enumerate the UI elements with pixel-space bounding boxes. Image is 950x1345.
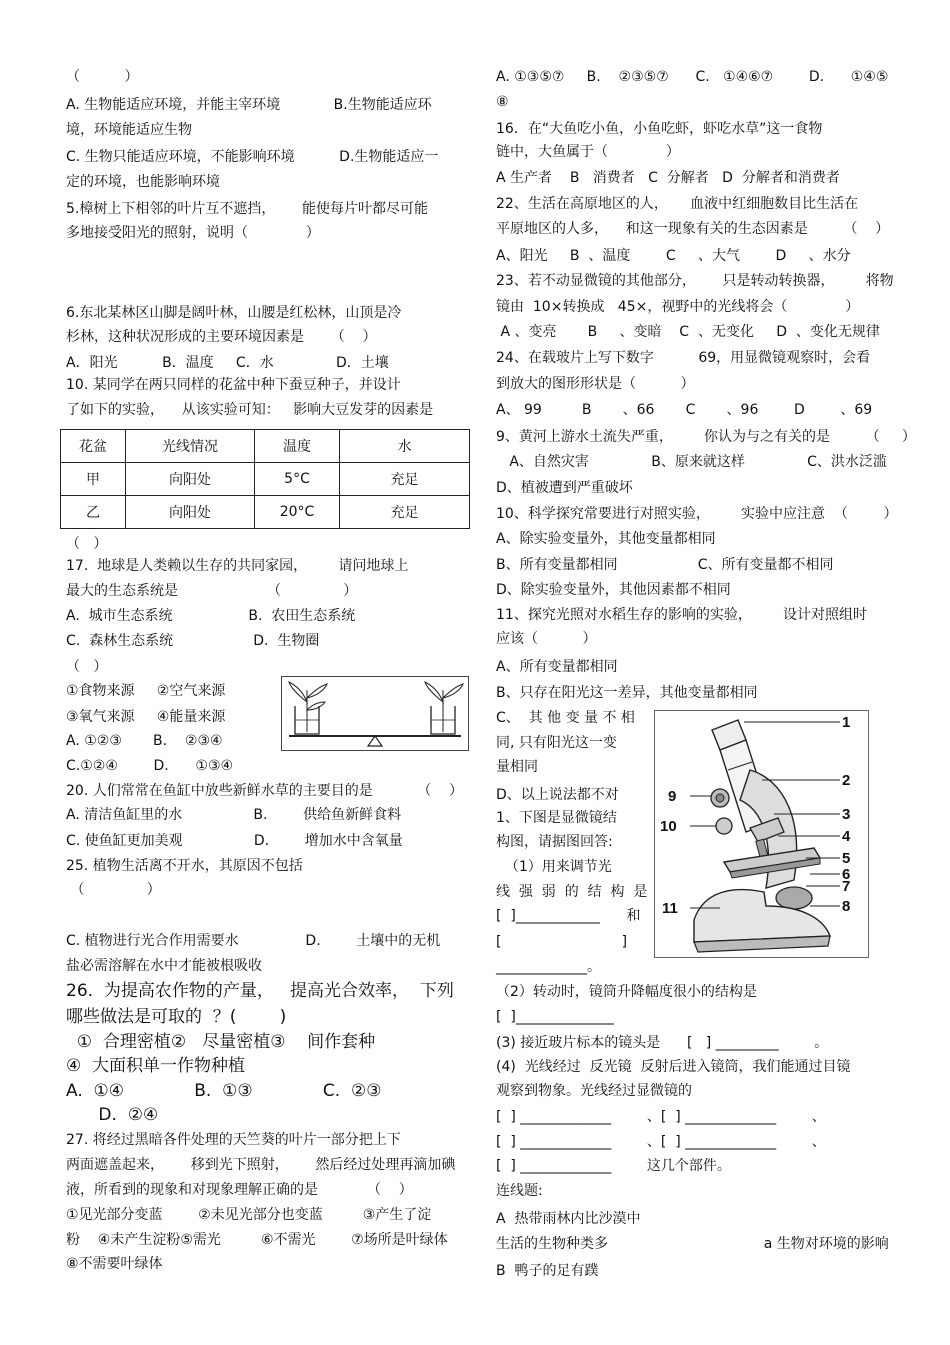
question-16-cont: 链中，大鱼属于（ ） xyxy=(496,144,680,160)
table-header: 花盆 xyxy=(61,430,126,463)
option-line: A、除实验变量外，其他变量都相同 xyxy=(496,531,716,547)
table-cell: 向阳处 xyxy=(126,463,255,496)
question-22: 22、生活在高原地区的人， 血液中红细胞数目比生活在 xyxy=(496,196,859,212)
option-line: C、 其 他 变 量 不 相 xyxy=(496,710,635,726)
question-27-cont: 两面遮盖起来， 移到光下照射， 然后经过处理再滴加碘 xyxy=(66,1157,456,1173)
table-header-row xyxy=(61,430,470,463)
table-header: 温度 xyxy=(255,430,340,463)
question-26-cont: 哪些做法是可取的 ？( ) xyxy=(66,1007,287,1027)
question-11: 11、探究光照对水稻生存的影响的实验， 设计对照组时 xyxy=(496,607,867,623)
microscope-label: 10 xyxy=(660,818,677,835)
question-24-cont: 到放大的图形形状是（ ） xyxy=(496,376,695,392)
balance-plants-figure xyxy=(281,676,469,751)
option-line: A 、变亮 B 、变暗 C 、无变化 D 、变化无规律 xyxy=(496,324,880,340)
microscope-label: 6 xyxy=(842,866,851,883)
question-6-options: A．阳光 B．温度 C．水 D．土壤 xyxy=(66,355,389,371)
question-23: 23、若不动显微镜的其他部分， 只是转动转换器， 将物 xyxy=(496,273,894,289)
option-line: ③氧气来源 ④能量来源 xyxy=(66,709,226,725)
table-cell: 甲 xyxy=(61,463,126,496)
option-line: 粉 ④未产生淀粉⑤需光 ⑥不需光 ⑦场所是叶绿体 xyxy=(66,1232,448,1248)
option-line: 定的环境，也能影响环境 xyxy=(66,174,220,190)
option-line: A. ①④ B. ①③ C. ②③ xyxy=(66,1081,382,1101)
table-cell: 5°C xyxy=(255,463,340,496)
microscope-label: 4 xyxy=(842,828,851,845)
text-line: （ ） xyxy=(66,69,139,85)
table-header: 光线情况 xyxy=(126,430,255,463)
answer-blank: [ ]______________ xyxy=(496,1009,614,1025)
table-cell: 20°C xyxy=(255,496,340,529)
matching-item: 生活的生物种类多 a 生物对环境的影响 xyxy=(496,1236,889,1252)
microscope-label: 1 xyxy=(842,714,851,731)
option-line: D、除实验变量外，其他因素都不相同 xyxy=(496,582,731,598)
microscope-label: 7 xyxy=(842,878,851,895)
answer-blank: [ ] _____________ 这几个部件。 xyxy=(496,1158,731,1174)
answer-blank: [ ] xyxy=(496,934,628,950)
question-25: 25. 植物生活离不开水，其原因不包括 xyxy=(66,858,303,874)
option-line: 盐必需溶解在水中才能被根吸收 xyxy=(66,958,262,974)
option-line: A 生产者 B 消费者 C 分解者 D 分解者和消费者 xyxy=(496,170,840,186)
answer-blank: （ ） xyxy=(66,659,108,675)
microscope-label: 8 xyxy=(842,898,851,915)
option-line: C.①②④ D. ①③④ xyxy=(66,758,234,774)
sub-question-2: （2）转动时，镜筒升降幅度很小的结构是 xyxy=(496,984,757,1000)
question-20: 20. 人们常常在鱼缸中放些新鲜水草的主要目的是 （ ） xyxy=(66,783,464,799)
option-line: C. 植物进行光合作用需要水 D. 土壤中的无机 xyxy=(66,933,441,949)
option-line: B、所有变量都相同 C、所有变量都不相同 xyxy=(496,557,834,573)
matching-item: A 热带雨林内比沙漠中 xyxy=(496,1211,641,1227)
option-line: A、所有变量都相同 xyxy=(496,659,618,675)
table-cell: 乙 xyxy=(61,496,126,529)
question-11-cont: 应该（ ） xyxy=(496,631,597,647)
option-line: ①见光部分变蓝 ②未见光部分也变蓝 ③产生了淀 xyxy=(66,1207,432,1223)
option-line: ⑧不需要叶绿体 xyxy=(66,1256,163,1272)
option-line: A、阳光 B 、温度 C 、大气 D 、水分 xyxy=(496,248,851,264)
question-5-cont: 多地接受阳光的照射，说明（ ） xyxy=(66,225,320,241)
microscope-label: 5 xyxy=(842,850,851,867)
sub-question-3: (3) 接近玻片标本的镜头是 [ ] _________ 。 xyxy=(496,1035,829,1051)
experiment-table xyxy=(60,429,470,529)
question-microscope-cont: 构图，请据图回答: xyxy=(496,834,613,850)
answer-blank: （ ） xyxy=(66,882,161,898)
option-line: A. 清洁鱼缸里的水 B. 供给鱼新鲜食料 xyxy=(66,807,402,823)
option-line: D、植被遭到严重破坏 xyxy=(496,480,633,496)
microscope-figure xyxy=(654,710,869,958)
question-23-cont: 镜由 10×转换成 45×，视野中的光线将会（ ） xyxy=(496,299,860,315)
microscope-label: 9 xyxy=(668,788,677,805)
question-17-cont: 最大的生态系统是 （ ） xyxy=(66,583,358,599)
option-line: A. ①③⑤⑦ B. ②③⑤⑦ C. ①④⑥⑦ D. ①④⑤ xyxy=(496,69,889,85)
table-row xyxy=(61,463,470,496)
option-line: ①食物来源 ②空气来源 xyxy=(66,683,226,699)
option-line: A. ①②③ B. ②③④ xyxy=(66,733,223,749)
option-line: ① 合理密植② 尽量密植③ 间作套种 xyxy=(66,1032,376,1052)
table-cell: 充足 xyxy=(340,463,470,496)
option-line: A、 99 B 、66 C 、96 D 、69 xyxy=(496,402,873,418)
microscope-label: 11 xyxy=(662,900,678,917)
matching-title: 连线题: xyxy=(496,1183,543,1199)
option-line: C. 生物只能适应环境，不能影响环境 D.生物能适应一 xyxy=(66,149,439,165)
question-26: 26. 为提高农作物的产量， 提高光合效率， 下列 xyxy=(66,981,454,1001)
question-6: 6.东北某林区山脚是阔叶林，山腰是红松林，山顶是冷 xyxy=(66,305,402,321)
option-line: A. 城市生态系统 B. 农田生态系统 xyxy=(66,608,356,624)
question-22-cont: 平原地区的人多， 和这一现象有关的生态因素是 （ ） xyxy=(496,221,890,237)
sub-question-4: (4) 光线经过 反光镜 反射后进入镜筒，我们能通过目镜 xyxy=(496,1059,851,1075)
answer-blank: [ ]____________ 和 xyxy=(496,908,641,924)
table-header: 水 xyxy=(340,430,470,463)
option-line: A. 生物能适应环境，并能主宰环境 B.生物能适应环 xyxy=(66,97,432,113)
question-16: 16．在“大鱼吃小鱼，小鱼吃虾，虾吃水草”这一食物 xyxy=(496,121,823,137)
question-5: 5.樟树上下相邻的叶片互不遮挡， 能使每片叶都尽可能 xyxy=(66,201,429,217)
option-line: C. 使鱼缸更加美观 D. 增加水中含氧量 xyxy=(66,833,403,849)
option-line: A、自然灾害 B、原来就这样 C、洪水泛滥 xyxy=(496,454,887,470)
table-cell: 充足 xyxy=(340,496,470,529)
question-24: 24、在载玻片上写下数字 69，用显微镜观察时，会看 xyxy=(496,350,871,366)
table-cell: 向阳处 xyxy=(126,496,255,529)
question-17: 17. 地球是人类赖以生存的共同家园， 请问地球上 xyxy=(66,558,409,574)
option-line: C. 森林生态系统 D. 生物圈 xyxy=(66,633,320,649)
table-row xyxy=(61,496,470,529)
question-10b: 10、科学探究常要进行对照实验， 实验中应注意 （ ） xyxy=(496,506,898,522)
option-line: 境，环境能适应生物 xyxy=(66,122,192,138)
question-27-cont: 液，所看到的现象和对现象理解正确的是 （ ） xyxy=(66,1182,413,1198)
answer-blank: （ ） xyxy=(66,536,108,552)
option-line: D、以上说法都不对 xyxy=(496,787,619,803)
question-microscope: 1、下图是显微镜结 xyxy=(496,810,617,826)
question-27: 27. 将经过黑暗各件处理的天竺葵的叶片一部分把上下 xyxy=(66,1132,401,1148)
option-line: 量相同 xyxy=(496,759,538,775)
option-line: ④ 大面积单一作物种植 xyxy=(66,1056,246,1076)
answer-blank: _____________。 xyxy=(496,959,601,975)
question-10: 10. 某同学在两只同样的花盆中种下蚕豆种子，并设计 xyxy=(66,377,401,393)
option-line: 同, 只有阳光这一变 xyxy=(496,735,617,751)
answer-blank: [ ] _____________ 、[ ] _____________ 、 xyxy=(496,1134,826,1150)
microscope-label: 2 xyxy=(842,772,851,789)
option-line: B、只存在阳光这一差异，其他变量都相同 xyxy=(496,685,758,701)
sub-question-4-cont: 观察到物象。光线经过显微镜的 xyxy=(496,1083,692,1099)
sub-question-1: （1）用来调节光 xyxy=(496,859,612,875)
question-6-cont: 杉林，这种状况形成的主要环境因素是 （ ） xyxy=(66,329,377,345)
microscope-label: 3 xyxy=(842,806,851,823)
option-line: ⑧ xyxy=(496,94,509,110)
sub-question-1-cont: 线 强 弱 的 结 构 是 xyxy=(496,884,648,900)
matching-item: B 鸭子的足有蹼 xyxy=(496,1263,599,1279)
question-9: 9、黄河上游水土流失严重， 你认为与之有关的是 （ ） xyxy=(496,429,916,445)
option-line: D. ②④ xyxy=(66,1105,159,1125)
answer-blank: [ ] _____________ 、[ ] _____________ 、 xyxy=(496,1109,826,1125)
question-10-cont: 了如下的实验， 从该实验可知： 影响大豆发芽的因素是 xyxy=(66,402,434,418)
